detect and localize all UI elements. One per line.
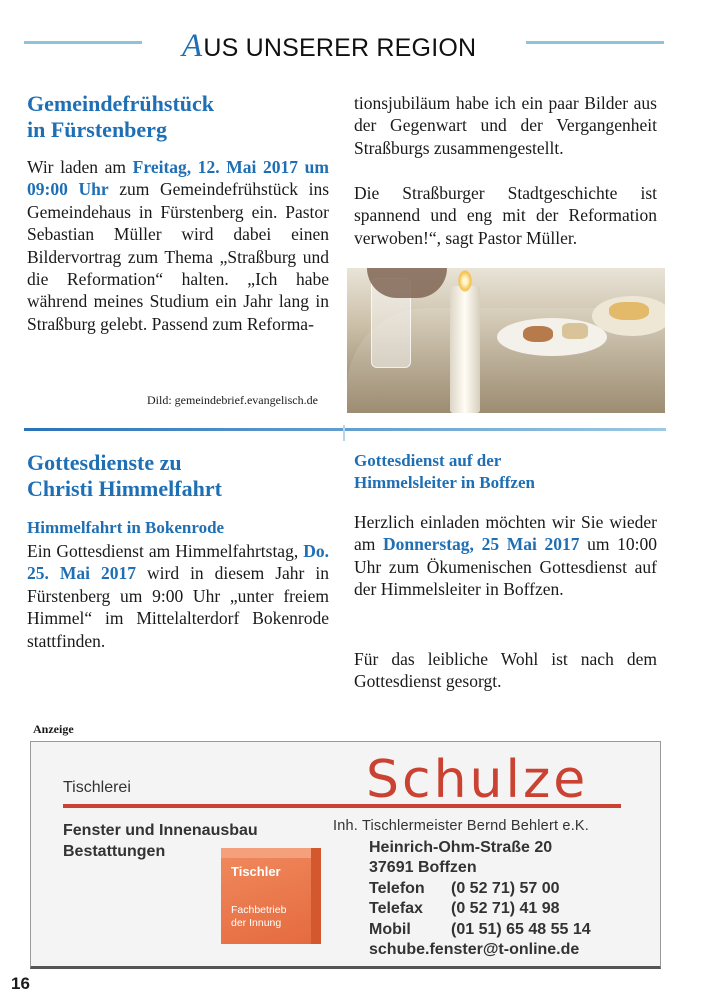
- article2-title-line2: Christi Himmelfahrt: [27, 476, 222, 501]
- article1-title: [27, 91, 327, 143]
- article1-title-line2: in Fürstenberg: [27, 117, 167, 142]
- ad-service-1: Fenster und Innenausbau: [63, 822, 258, 839]
- article1-text-b: zum Gemeindefrühstück ins Gemeindehaus in Fürstenberg ein. Pastor Sebastian Müller wird dabei einen Bildervortrag zum Thema „Straßburg und die Reformation“ halten. „Ich habe während meines Studium ein Jahr lang in Straßburg gelebt. Passend zum Reforma-: [27, 179, 330, 334]
- article3-title-line2: Himmelsleiter in Boffzen: [354, 473, 535, 492]
- article2-text-b: wird in diesem Jahr in Fürstenberg um 9:00 Uhr „unter freiem Himmel“ im Mittelalterdorf Bokenrode stattfinden.: [27, 563, 329, 651]
- article3-paragraph1: [354, 511, 657, 601]
- ad-label: Anzeige: [33, 722, 74, 736]
- article1-paragraph2: tionsjubiläum habe ich ein paar Bilder aus der Gegenwart und der Vergangenheit Straßburgs zusammengestellt.: [354, 93, 657, 158]
- candle-image: [450, 286, 480, 413]
- ad-email: schube.fenster@t-online.de: [369, 941, 580, 959]
- header-rule-right: [526, 41, 664, 44]
- ad-phone-label: Telefon: [369, 879, 425, 897]
- ad-city: 37691 Boffzen: [369, 859, 477, 877]
- section-divider: [24, 428, 666, 431]
- ad-fax: (0 52 71) 41 98: [451, 900, 560, 918]
- logo-subtitle: [231, 904, 286, 930]
- article3-paragraph2: Für das leibliche Wohl ist nach dem Gottesdienst gesorgt.: [354, 649, 657, 692]
- ad-company-type: Tischlerei: [63, 779, 131, 796]
- logo-title: Tischler: [231, 864, 281, 879]
- ad-mobile-label: Mobil: [369, 920, 411, 938]
- section-title: [182, 28, 502, 65]
- advertisement: [30, 741, 661, 969]
- article1-paragraph1: [27, 156, 329, 335]
- article3-text-b: um 10:00 Uhr zum Ökumenischen Gottesdienst auf der Himmelsleiter in Boffzen.: [354, 534, 657, 600]
- logo-subtitle-2: der Innung: [231, 917, 282, 929]
- flame-image: [458, 270, 472, 292]
- article1-date: Freitag, 12. Mai 2017 um 09:00 Uhr: [27, 157, 329, 200]
- header-rule-left: [24, 41, 142, 44]
- article3-date: Donnerstag, 25 Mai 2017: [383, 534, 580, 555]
- ad-street: Heinrich-Ohm-Straße 20: [369, 839, 553, 856]
- article2-title: [27, 450, 327, 502]
- ad-contact: [369, 838, 591, 960]
- article3-text-a: Herzlich einladen möchten wir Sie wieder am: [354, 512, 657, 555]
- article2-text-a: Ein Gottesdienst am Himmelfahrtstag,: [27, 541, 304, 561]
- ad-service-2: Bestattungen: [63, 843, 166, 860]
- article1-text-a: Wir laden am: [27, 157, 133, 177]
- ad-phone-row: [369, 879, 591, 899]
- ad-fax-label: Telefax: [369, 900, 423, 918]
- ad-fax-row: [369, 899, 591, 919]
- column-separator: [343, 425, 345, 441]
- logo-subtitle-1: Fachbetrieb: [231, 904, 287, 916]
- ad-owner: Inh. Tischlermeister Bernd Behlert e.K.: [333, 818, 590, 834]
- ad-brand-logo: Schulze: [366, 750, 589, 810]
- article3-title-line1: Gottesdienst auf der: [354, 451, 502, 470]
- article2-paragraph: [27, 540, 329, 652]
- article2-date: Do. 25. Mai 2017: [27, 541, 329, 584]
- article3-title: [354, 450, 654, 494]
- ad-mobile: (01 51) 65 48 55 14: [451, 920, 591, 938]
- photo-credit: Dild: gemeindebrief.evangelisch.de: [147, 393, 318, 407]
- ad-mobile-row: [369, 920, 591, 940]
- article2-title-line1: Gottesdienste zu: [27, 450, 182, 475]
- section-title-rest: US UNSERER REGION: [203, 34, 477, 62]
- page-number: 16: [11, 974, 30, 993]
- article2-subtitle: Himmelfahrt in Bokenrode: [27, 518, 225, 537]
- section-title-initial: A: [182, 28, 203, 64]
- breakfast-photo: [347, 268, 665, 413]
- article1-title-line1: Gemeindefrühstück: [27, 91, 214, 116]
- article1-paragraph3: Die Straßburger Stadtgeschichte ist spannend und eng mit der Reformation verwoben!“, sagt Pastor Müller.: [354, 183, 657, 248]
- tischler-guild-logo: [221, 848, 321, 944]
- ad-phone: (0 52 71) 57 00: [451, 879, 560, 897]
